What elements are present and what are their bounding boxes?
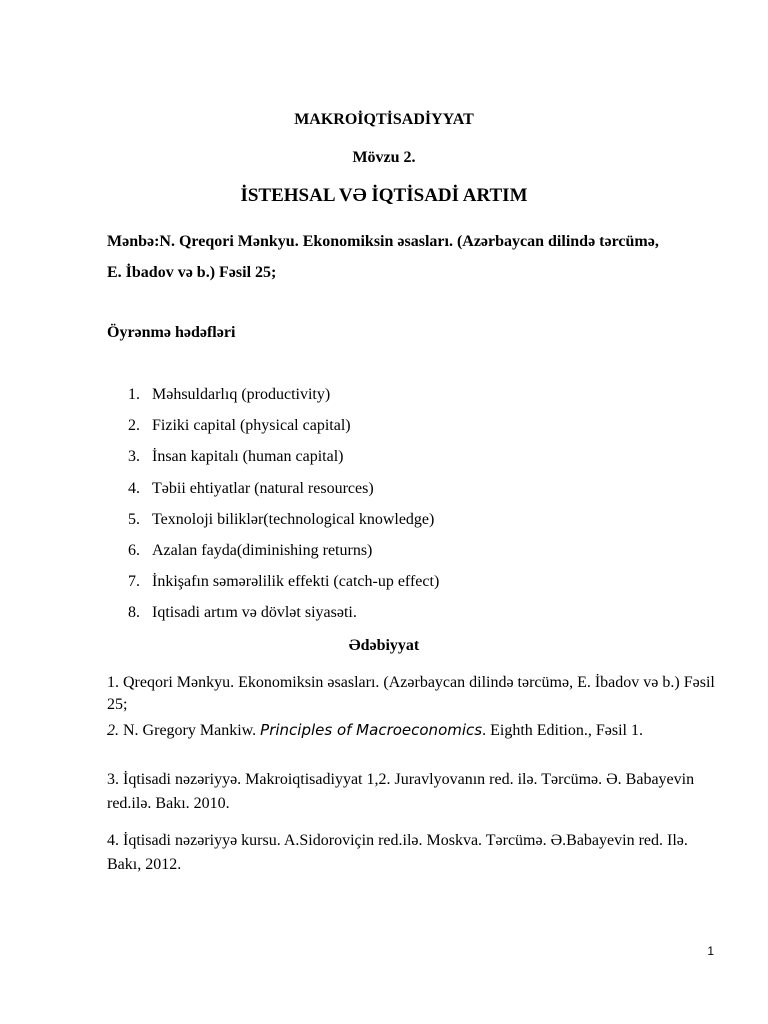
list-item bbox=[128, 386, 330, 404]
objectives-heading: Öyrənmə hədəfləri bbox=[107, 324, 236, 341]
list-item-text: Azalan fayda(diminishing returns) bbox=[152, 542, 373, 559]
reference-2-number: 2. bbox=[107, 722, 119, 739]
list-item-number: 5. bbox=[128, 511, 140, 528]
reference-2 bbox=[107, 719, 717, 742]
list-item-number: 2. bbox=[128, 417, 140, 434]
list-item-number: 7. bbox=[128, 573, 140, 590]
list-item bbox=[128, 604, 357, 622]
list-item bbox=[128, 511, 434, 529]
document-title: İSTEHSAL VƏ İQTİSADİ ARTIM bbox=[240, 185, 528, 206]
reference-1: 1. Qreqori Mənkyu. Ekonomiksin əsasları. (Azərbaycan dilində tərcümə, E. İbadov və b.) Fəsil 25; bbox=[107, 674, 715, 713]
list-item-text: Texnoloji biliklər(technological knowledge) bbox=[152, 511, 435, 528]
list-item-number: 3. bbox=[128, 448, 140, 465]
list-item bbox=[128, 542, 372, 560]
reference-2-author: N. Gregory Mankiw. bbox=[119, 722, 261, 739]
list-item-number: 8. bbox=[128, 604, 140, 621]
reference-2-title: Principles of Macroeconomics bbox=[260, 721, 483, 739]
list-item-number: 1. bbox=[128, 386, 140, 403]
list-item-text: Fiziki capital (physical capital) bbox=[152, 417, 351, 434]
list-item bbox=[128, 480, 374, 498]
list-item-number: 6. bbox=[128, 542, 140, 559]
topic-heading: Mövzu 2. bbox=[352, 149, 416, 166]
list-item bbox=[128, 417, 351, 435]
list-item-text: Məhsuldarlıq (productivity) bbox=[152, 386, 331, 403]
source-line-1: Mənbə:N. Qreqori Mənkyu. Ekonomiksin əsasları. (Azərbaycan dilində tərcümə, bbox=[107, 233, 659, 250]
list-item-text: Təbii ehtiyatlar (natural resources) bbox=[152, 480, 374, 497]
subject-heading: MAKROİQTİSADİYYAT bbox=[294, 111, 474, 128]
list-item-text: İnsan kapitalı (human capital) bbox=[152, 448, 344, 465]
page-number: 1 bbox=[707, 944, 714, 958]
list-item-text: Iqtisadi artım və dövlət siyasəti. bbox=[152, 604, 357, 621]
literature-heading: Ədəbiyyat bbox=[348, 637, 420, 654]
list-item-text: İnkişafın səmərəlilik effekti (catch-up effect) bbox=[152, 573, 440, 590]
list-item bbox=[128, 573, 439, 591]
reference-3: 3. İqtisadi nəzəriyyə. Makroiqtisadiyyat 1,2. Juravlyovanın red. ilə. Tərcümə. Ə. Babayevin red.ilə. Bakı. 2010. bbox=[107, 771, 695, 812]
list-item bbox=[128, 448, 343, 466]
list-item-number: 4. bbox=[128, 480, 140, 497]
reference-2-edition: . Eighth Edition., Fəsil 1. bbox=[482, 722, 643, 739]
reference-4: 4. İqtisadi nəzəriyyə kursu. A.Sidoroviçin red.ilə. Moskva. Tərcümə. Ə.Babayevin red. Ilə. Bakı, 2012. bbox=[107, 832, 688, 873]
source-line-2: E. İbadov və b.) Fəsil 25; bbox=[107, 264, 277, 281]
